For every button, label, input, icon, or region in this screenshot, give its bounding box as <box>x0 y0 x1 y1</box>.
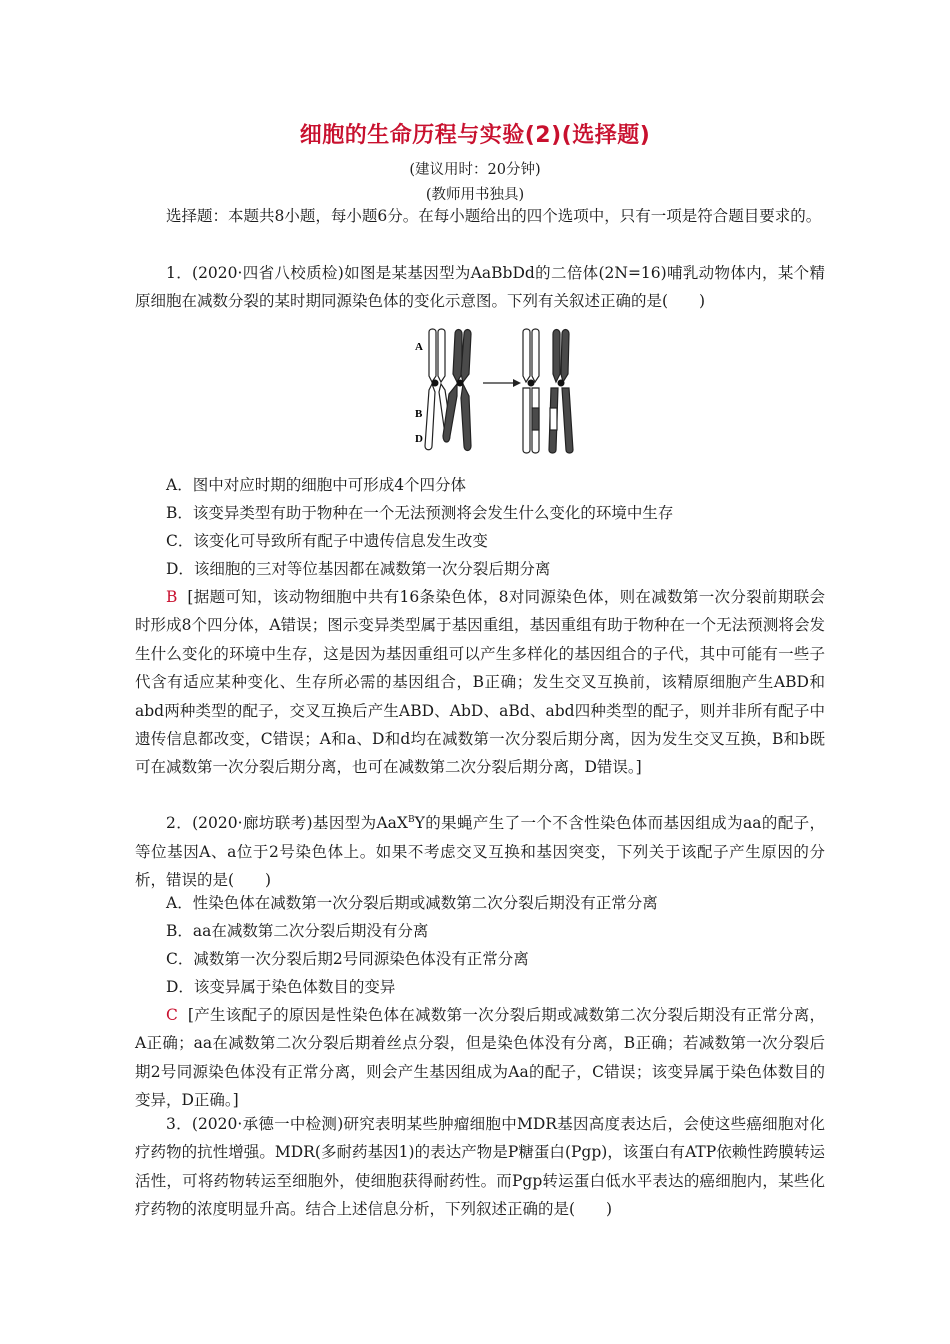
centromere-right-light <box>528 380 535 387</box>
q2-option-c: C．减数第一次分裂后期2号同源染色体没有正常分离 <box>166 950 529 968</box>
label-a: A <box>415 341 423 353</box>
book-note: (教师用书独具) <box>425 187 525 203</box>
q1-answer: B <box>166 588 178 606</box>
label-b: B <box>415 408 423 420</box>
chromosome-figure <box>405 326 600 461</box>
q1-stem: 1．(2020·四省八校质检)如图是某基因型为AaBbDd的二倍体(2N=16)哺乳动物体内，某个精原细胞在减数分裂的某时期同源染色体的变化示意图。下列有关叙述正确的是( ) <box>135 264 825 311</box>
centromere-left-dark <box>457 380 464 387</box>
q2-option-a: A．性染色体在减数第一次分裂后期或减数第二次分裂后期没有正常分离 <box>166 894 658 912</box>
q2-option-d: D．该变异属于染色体数目的变异 <box>166 978 396 996</box>
intro-text: 选择题：本题共8小题，每小题6分。在每小题给出的四个选项中，只有一项是符合题目要求的。 <box>166 207 822 225</box>
centromere-right-dark <box>558 380 565 387</box>
q2-stem-prefix: 2．(2020·廊坊联考)基因型为AaX <box>166 814 408 833</box>
q2-answer: C <box>166 1006 178 1024</box>
dark-chromosome-left <box>443 330 471 451</box>
q1-option-a: A．图中对应时期的细胞中可形成4个四分体 <box>166 476 467 494</box>
centromere-left-light <box>432 380 439 387</box>
page-title: 细胞的生命历程与实验(2)(选择题) <box>299 123 651 148</box>
q1-explanation <box>135 583 825 782</box>
q1-option-b: B．该变异类型有助于物种在一个无法预测将会发生什么变化的环境中生存 <box>166 504 674 522</box>
time-note: (建议用时：20分钟) <box>409 162 541 178</box>
q2-stem-suffix: Y的果蝇产生了一个不含性染色体而基因组成为aa的配子，等位基因A、a位于2号染色体上。如果不考虑交叉互换和基因突变，下列关于该配子产生原因的分析，错误的是( ) <box>135 814 825 889</box>
arrow-icon <box>483 379 521 387</box>
q2-stem <box>135 806 825 894</box>
q2-stem-sup: B <box>407 815 415 825</box>
q2-explanation-text: [产生该配子的原因是性染色体在减数第一次分裂后期或减数第二次分裂后期没有正常分离，A正确；aa在减数第二次分裂后期着丝点分裂，但是染色体没有分离，B正确；若减数第一次分裂后期2号同源染色体没有正常分离，则会产生基因组成为Aa的配子，C错误；该变异属于染色体数目的变异，D正确。] <box>135 1006 825 1110</box>
q1-explanation-text: [据题可知，该动物细胞中共有16条染色体，8对同源染色体，则在减数第一次分裂前期联会时形成8个四分体，A错误；图示变异类型属于基因重组，基因重组有助于物种在一个无法预测将会发生什么变化的环境中生存，这是因为基因重组可以产生多样化的基因组合的子代，其中可能有一些子代含有适应某种变化、生存所必需的基因组合，B正确；发生交叉互换前，该精原细胞产生ABD和abd两种类型的配子，交叉互换后产生ABD、AbD、aBd、abd四种类型的配子，则并非所有配子中遗传信息都改变，C错误；A和a、D和d均在减数第一次分裂后期分离，因为发生交叉互换，B和b既可在减数第一次分裂后期分离，也可在减数第二次分裂后期分离，D错误。] <box>135 588 825 777</box>
q1-option-c: C．该变化可导致所有配子中遗传信息发生改变 <box>166 532 488 550</box>
light-chromosome-right <box>523 329 539 453</box>
label-d: D <box>415 433 423 445</box>
q2-option-b: B．aa在减数第二次分裂后期没有分离 <box>166 922 429 940</box>
dark-chromosome-right <box>549 330 573 454</box>
q3-stem: 3．(2020·承德一中检测)研究表明某些肿瘤细胞中MDR基因高度表达后，会使这些癌细胞对化疗药物的抗性增强。MDR(多耐药基因1)的表达产物是P糖蛋白(Pgp)，该蛋白有ATP依赖性跨膜转运活性，可将药物转运至细胞外，使细胞获得耐药性。而Pgp转运蛋白低水平表达的癌细胞内，某些化疗药物的浓度明显升高。结合上述信息分析，下列叙述正确的是( ) <box>135 1115 825 1219</box>
q2-explanation <box>135 1001 825 1115</box>
q1-option-d: D．该细胞的三对等位基因都在减数第一次分裂后期分离 <box>166 560 551 578</box>
